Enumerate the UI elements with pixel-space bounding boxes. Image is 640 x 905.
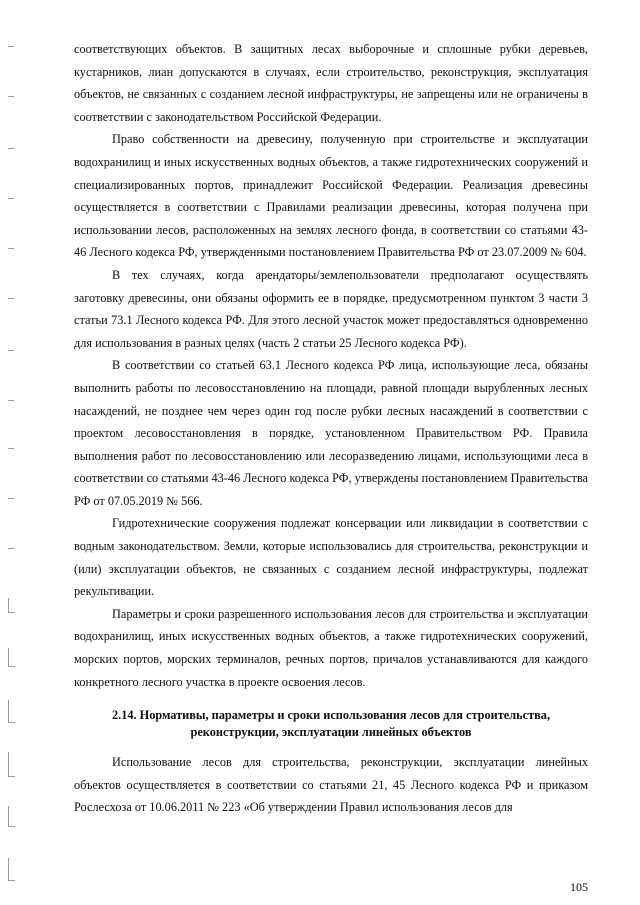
section-heading: [74, 707, 588, 741]
paragraph-timber-harvesting: В тех случаях, когда арендаторы/землепользователи предполагают осуществлять заготовку древесины, они обязаны оформить ее в порядке, предусмотренном пунктом 3 части 3 статьи 73.1 Лесного кодекса РФ. Для этого лесной участок может предоставляться одновременно для использования в разных целях (часть 2 статьи 25 Лесного кодекса РФ).: [74, 267, 588, 350]
paragraph-hydraulic-structures: Гидротехнические сооружения подлежат консервации или ликвидации в соответствии с водным законодательством. Земли, которые использовались для строительства, реконструкции и (или) эксплуатации объектов, не связанных с созданием лесной инфраструктуры, подлежат рекультивации.: [74, 516, 588, 599]
paragraph-linear-objects: Использование лесов для строительства, реконструкции, эксплуатации линейных объектов осуществляется в соответствии со статьями 21, 45 Лесного кодекса РФ и приказом Рослесхоза от 10.06.2011 № 223 «Об утверждении Правил использования лесов для: [74, 755, 588, 815]
document-body: [74, 38, 588, 819]
paragraph-reforestation: В соответствии со статьей 63.1 Лесного кодекса РФ лица, использующие леса, обязаны выполнить работы по лесовосстановлению на площади, равной площади вырубленных лесных насаждений, не позднее чем через один год после рубки лесных насаждений в соответствии с проектом лесовосстановления в порядке, установленном Правительством РФ. Правила выполнения работ по лесовосстановлению или лесоразведению лицами, использующими леса в соответствии со статьями 43-46 Лесного кодекса РФ, утверждены постановлением Правительства РФ от 07.05.2019 № 566.: [74, 358, 588, 508]
paragraph-wood-ownership: Право собственности на древесину, полученную при строительстве и эксплуатации водохранилищ и иных искусственных водных объектов, а также гидротехнических сооружений и специализированных портов, принадлежит Российской Федерации. Реализация древесины осуществляется в соответствии с Правилами реализации древесины, которая получена при использовании лесов, расположенных на землях лесного фонда, в соответствии со статьями 43-46 Лесного кодекса РФ, утвержденными постановлением Правительства РФ от 23.07.2009 № 604.: [74, 132, 588, 260]
paragraph-parameters-and-terms: Параметры и сроки разрешенного использования лесов для строительства и эксплуатации водохранилищ, иных искусственных водных объектов, а также гидротехнических сооружений, морских портов, морских терминалов, речных портов, причалов устанавливаются для каждого конкретного лесного участка в проекте освоения лесов.: [74, 606, 588, 689]
section-heading-line-2: реконструкции, эксплуатации линейных объектов: [190, 725, 472, 740]
section-heading-line-1: 2.14. Нормативы, параметры и сроки использования лесов для строительства,: [111, 708, 551, 723]
page-number: 105: [570, 880, 588, 894]
binding-margin-marks: [0, 0, 20, 905]
paragraph-continued: соответствующих объектов. В защитных лесах выборочные и сплошные рубки деревьев, кустарников, лиан допускаются в случаях, если строительство, реконструкция, эксплуатация объектов, не связанных с созданием лесной инфраструктуры, не запрещены или не ограничены в соответствии с законодательством Российской Федерации.: [74, 42, 588, 124]
